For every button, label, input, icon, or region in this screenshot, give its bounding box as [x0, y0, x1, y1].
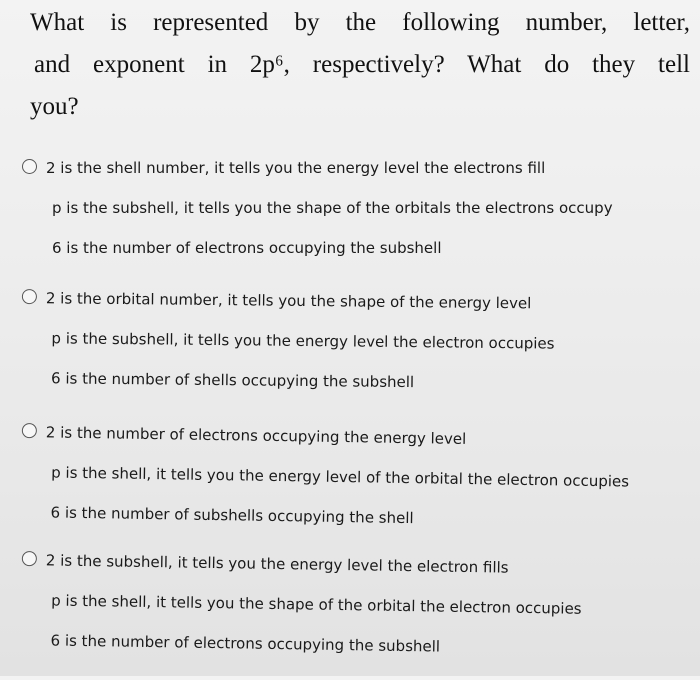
option-3-exponent-line: 6 is the number of subshells occupying the shell	[50, 503, 414, 528]
question-line-1: What is represented by the following number, letter,	[30, 9, 690, 36]
option-2-exponent-row	[21, 368, 671, 415]
option-1-number-row[interactable]	[22, 158, 672, 198]
option-2-number-row[interactable]	[22, 288, 672, 335]
answer-option-3[interactable]	[20, 422, 672, 552]
radio-button-option-3[interactable]	[22, 423, 37, 438]
option-3-letter-line: p is the shell, it tells you the energy level of the orbital the electron occupies	[51, 463, 630, 491]
option-4-exponent-line: 6 is the number of electrons occupying the subshell	[50, 631, 441, 656]
option-1-number-line: 2 is the shell number, it tells you the energy level the electrons fill	[46, 159, 546, 177]
option-3-number-line: 2 is the number of electrons occupying the energy level	[45, 423, 467, 448]
option-1-exponent-row	[22, 238, 672, 278]
radio-button-option-2[interactable]	[22, 289, 37, 304]
option-2-letter-row	[21, 328, 671, 375]
answer-option-2[interactable]	[21, 288, 672, 415]
option-1-letter-row	[22, 198, 672, 238]
option-2-exponent-line: 6 is the number of shells occupying the subshell	[50, 369, 415, 392]
option-4-number-line: 2 is the subshell, it tells you the energy level the electron fills	[45, 551, 509, 577]
answer-option-1[interactable]	[22, 158, 672, 278]
answer-option-4[interactable]	[20, 550, 672, 680]
option-1-letter-line: p is the subshell, it tells you the shape of the orbitals the electrons occupy	[52, 199, 613, 217]
question-line-3: you?	[30, 93, 79, 120]
question-text	[30, 2, 690, 128]
question-line-2: and exponent in 2p⁶, respectively? What do they tell	[34, 51, 690, 78]
option-1-exponent-line: 6 is the number of electrons occupying the subshell	[52, 239, 442, 257]
option-2-number-line: 2 is the orbital number, it tells you the shape of the energy level	[45, 289, 532, 313]
option-4-letter-line: p is the shell, it tells you the shape of the orbital the electron occupies	[51, 591, 582, 618]
radio-button-option-4[interactable]	[22, 551, 37, 566]
radio-button-option-1[interactable]	[22, 159, 37, 174]
option-2-letter-line: p is the subshell, it tells you the energy level the electron occupies	[51, 329, 555, 353]
